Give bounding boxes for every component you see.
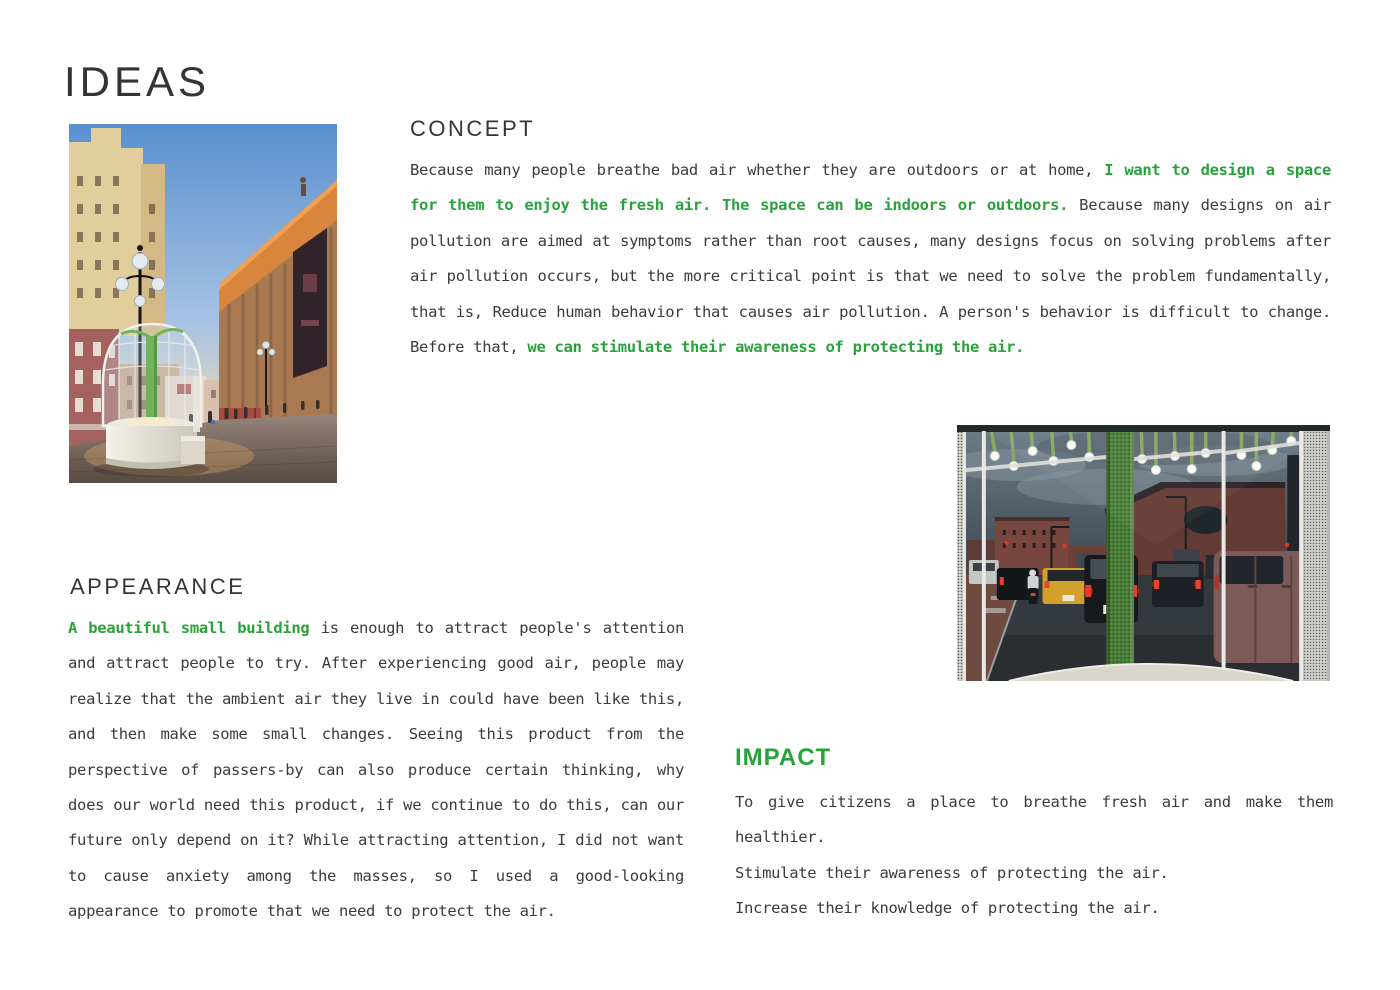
- traffic-photo: [957, 425, 1330, 681]
- concept-body: Because many people breathe bad air whether they are outdoors or at home, I want to design a space for them to enjoy the fresh air. The space can be indoors or outdoors. Because many designs on air pollution are aimed at symptoms rather than root causes, many designs focus on solving problems after air pollution occurs, but the more critical point is that we need to solve the problem fundamentally, that is, Reduce human behavior that causes air pollution. A person's behavior is difficult to change. Before that, we can stimulate their awareness of protecting the air.: [410, 161, 1331, 357]
- impact-line: To give citizens a place to breathe fresh air and make them healthier.: [735, 793, 1333, 847]
- street-photo-illustration: [69, 124, 337, 483]
- appearance-heading: APPEARANCE: [70, 574, 246, 599]
- glass-air-pod: [93, 324, 209, 477]
- impact-body: [735, 785, 1333, 927]
- page-title: IDEAS: [64, 58, 211, 105]
- impact-heading: IMPACT: [735, 744, 832, 771]
- appearance-body: A beautiful small building is enough to attract people's attention and attract people to try. After experiencing good air, people may realize that the ambient air they live in could have been like this, and then make some small changes. Seeing this product from the perspective of passers-by can also produce certain thinking, why does our world need this product, if we continue to do this, can our future only depend on it? While attracting attention, I did not want to cause anxiety among the masses, so I used a good-looking appearance to promote that we need to protect the air.: [68, 619, 685, 921]
- impact-line: Stimulate their awareness of protecting the air.: [735, 863, 1169, 882]
- concept-heading: CONCEPT: [410, 116, 536, 141]
- street-photo: [69, 124, 337, 483]
- traffic-photo-illustration: [957, 425, 1330, 681]
- impact-line: Increase their knowledge of protecting the air.: [735, 899, 1160, 918]
